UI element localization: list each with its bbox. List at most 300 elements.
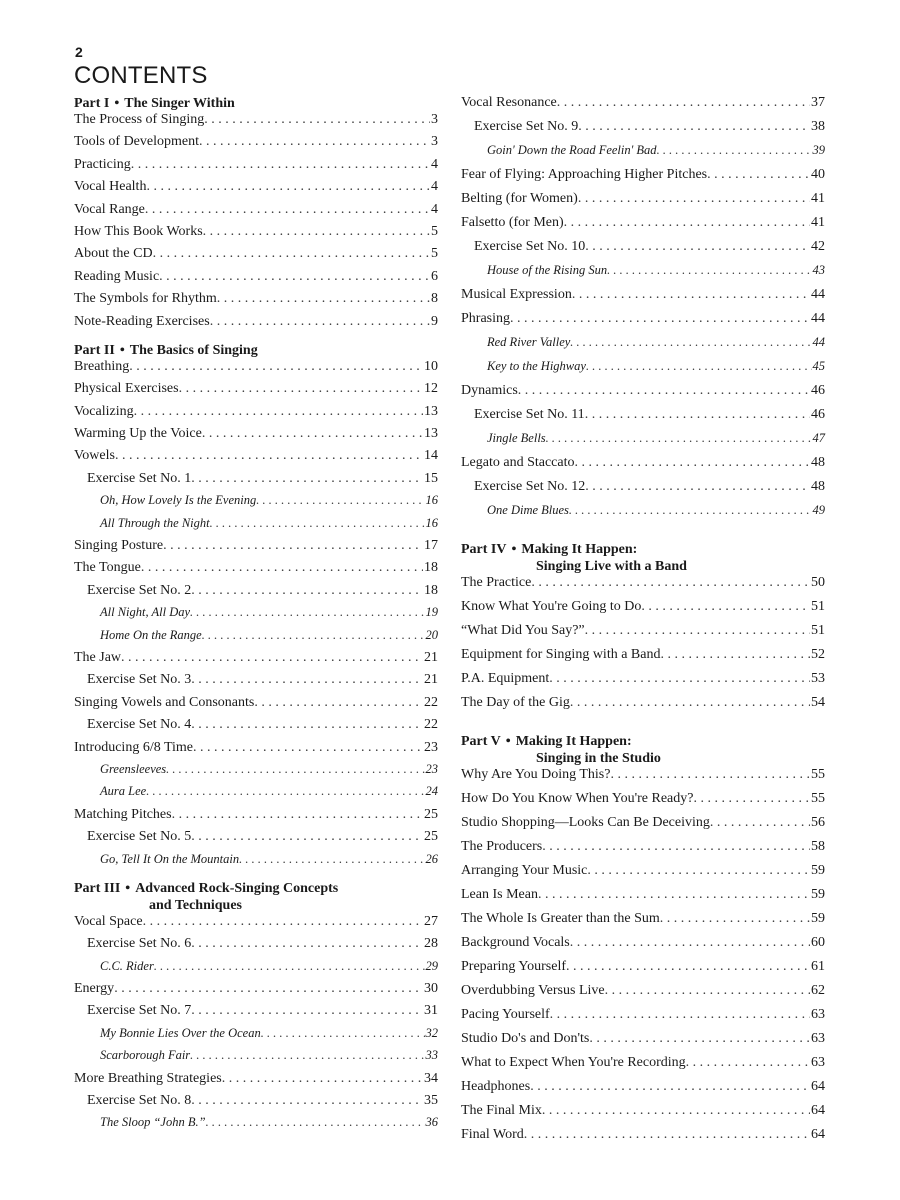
toc-entry-label: Matching Pitches xyxy=(74,806,172,822)
toc-song-entry[interactable] xyxy=(74,605,438,627)
toc-entry-page: 18 xyxy=(424,582,438,598)
dot-leader xyxy=(566,959,810,975)
toc-entry-page: 64 xyxy=(811,1103,825,1118)
dot-leader xyxy=(557,95,810,111)
toc-entry-page: 23 xyxy=(425,761,438,776)
toc-entry-page: 50 xyxy=(811,575,825,590)
toc-entry-page: 51 xyxy=(811,599,825,614)
toc-entry[interactable] xyxy=(74,448,438,470)
toc-song-entry[interactable] xyxy=(74,493,438,515)
dot-leader xyxy=(129,359,423,375)
dot-leader xyxy=(166,762,424,777)
dot-leader xyxy=(190,605,424,620)
toc-entry[interactable] xyxy=(461,887,825,911)
toc-entry-label: Fear of Flying: Approaching Higher Pitches xyxy=(461,167,708,182)
toc-entry-label: Warming Up the Voice xyxy=(74,426,202,442)
toc-entry-label: Go, Tell It On the Mountain xyxy=(100,851,240,866)
dot-leader xyxy=(572,287,810,303)
toc-entry[interactable] xyxy=(461,191,825,215)
toc-entry-label: Background Vocals xyxy=(461,935,570,950)
dot-leader xyxy=(199,134,430,150)
toc-entry-page: 4 xyxy=(431,201,438,217)
toc-entry-page: 32 xyxy=(425,1025,438,1040)
toc-entry[interactable] xyxy=(461,599,825,623)
toc-entry-label: Final Word xyxy=(461,1127,524,1142)
part-title: Making It Happen: xyxy=(515,734,632,749)
bullet-separator: • xyxy=(114,96,120,111)
toc-entry-label: Musical Expression xyxy=(461,287,572,302)
toc-entry[interactable] xyxy=(74,269,438,291)
toc-entry[interactable] xyxy=(461,791,825,815)
dot-leader xyxy=(542,839,810,855)
toc-entry-page: 16 xyxy=(425,493,438,508)
part-heading xyxy=(74,342,438,359)
toc-entry-page: 55 xyxy=(811,791,825,806)
toc-entry[interactable] xyxy=(461,959,825,983)
toc-entry[interactable] xyxy=(74,157,438,179)
dot-leader xyxy=(570,335,811,350)
toc-entry-label: One Dime Blues xyxy=(487,503,569,517)
toc-entry[interactable] xyxy=(461,671,825,695)
toc-entry-page: 59 xyxy=(811,911,825,926)
toc-entry-label: Exercise Set No. 12 xyxy=(474,479,586,494)
toc-entry-page: 46 xyxy=(811,383,825,398)
dot-leader xyxy=(585,623,810,639)
toc-entry-label: The Practice xyxy=(461,575,532,590)
dot-leader xyxy=(607,263,811,278)
toc-entry[interactable] xyxy=(74,740,438,762)
toc-entry[interactable] xyxy=(74,914,438,936)
dot-leader xyxy=(575,455,810,471)
dot-leader xyxy=(585,239,810,255)
toc-entry-label: Vocal Range xyxy=(74,201,145,217)
dot-leader xyxy=(191,1093,423,1109)
toc-entry-page: 33 xyxy=(425,1048,438,1063)
toc-entry-page: 39 xyxy=(812,143,825,157)
toc-entry-label: Key to the Highway xyxy=(487,359,586,373)
dot-leader xyxy=(589,1031,810,1047)
toc-entry-page: 23 xyxy=(424,739,438,755)
dot-leader xyxy=(114,981,423,997)
toc-exercise-entry[interactable] xyxy=(461,407,825,431)
toc-entry-page: 26 xyxy=(425,851,438,866)
dot-leader xyxy=(546,431,812,446)
toc-entry-label: Aura Lee xyxy=(100,784,147,799)
toc-entry[interactable] xyxy=(74,381,438,403)
toc-entry-label: Tools of Development xyxy=(74,134,199,150)
toc-entry[interactable] xyxy=(74,112,438,134)
toc-entry[interactable] xyxy=(74,404,438,426)
dot-leader xyxy=(193,740,423,756)
toc-entry-page: 10 xyxy=(424,358,438,374)
dot-leader xyxy=(210,314,430,330)
toc-exercise-entry[interactable] xyxy=(461,479,825,503)
toc-entry[interactable] xyxy=(74,291,438,313)
toc-entry-label: Belting (for Women) xyxy=(461,191,578,206)
toc-entry[interactable] xyxy=(74,179,438,201)
bullet-separator: • xyxy=(125,880,131,896)
bullet-separator: • xyxy=(119,342,125,358)
bullet-separator: • xyxy=(505,734,511,749)
toc-exercise-entry[interactable] xyxy=(461,119,825,143)
toc-entry-page: 14 xyxy=(424,448,438,464)
toc-entry-page: 63 xyxy=(811,1055,825,1070)
toc-entry-page: 21 xyxy=(424,672,438,688)
toc-exercise-entry[interactable] xyxy=(74,1003,438,1025)
toc-entry[interactable] xyxy=(461,575,825,599)
toc-song-entry[interactable] xyxy=(74,1026,438,1048)
toc-entry-label: Equipment for Singing with a Band xyxy=(461,647,661,662)
dot-leader xyxy=(510,311,810,327)
toc-entry[interactable] xyxy=(74,560,438,582)
toc-entry-page: 63 xyxy=(811,1031,825,1046)
toc-entry-page: 18 xyxy=(424,560,438,576)
toc-entry[interactable] xyxy=(74,807,438,829)
toc-entry[interactable] xyxy=(461,311,825,335)
toc-entry[interactable] xyxy=(461,215,825,239)
toc-entry[interactable] xyxy=(74,314,438,336)
toc-entry-label: The Day of the Gig xyxy=(461,695,570,710)
dot-leader xyxy=(693,791,810,807)
toc-entry-label: Overdubbing Versus Live xyxy=(461,983,605,998)
toc-entry-page: 8 xyxy=(431,291,438,307)
dot-leader xyxy=(202,628,425,643)
dot-leader xyxy=(254,695,423,711)
toc-entry-page: 12 xyxy=(424,381,438,397)
toc-entry-page: 42 xyxy=(811,239,825,254)
toc-song-entry[interactable] xyxy=(74,516,438,538)
toc-entry-label: Vocal Space xyxy=(74,913,143,929)
toc-entry-label: C.C. Rider xyxy=(100,958,154,973)
dot-leader xyxy=(585,479,810,495)
dot-leader xyxy=(141,560,423,576)
toc-entry-page: 59 xyxy=(811,863,825,878)
toc-entry-page: 19 xyxy=(425,605,438,620)
toc-entry[interactable] xyxy=(461,287,825,311)
dot-leader xyxy=(204,112,430,128)
toc-entry[interactable] xyxy=(461,455,825,479)
toc-entry-page: 9 xyxy=(431,313,438,329)
toc-entry-label: More Breathing Strategies xyxy=(74,1070,222,1086)
toc-entry-page: 28 xyxy=(424,936,438,952)
toc-entry-page: 49 xyxy=(812,503,825,517)
toc-exercise-entry[interactable] xyxy=(74,1093,438,1115)
toc-exercise-entry[interactable] xyxy=(74,672,438,694)
toc-entry[interactable] xyxy=(461,863,825,887)
toc-entry[interactable] xyxy=(461,1127,825,1151)
toc-entry-label: Phrasing xyxy=(461,311,510,326)
toc-entry-label: What to Expect When You're Recording xyxy=(461,1055,686,1070)
toc-entry-label: Vocal Resonance xyxy=(461,95,557,110)
toc-entry-label: Exercise Set No. 9 xyxy=(474,119,579,134)
toc-entry-label: Breathing xyxy=(74,358,130,374)
dot-leader xyxy=(660,647,810,663)
dot-leader xyxy=(578,191,810,207)
toc-song-entry[interactable] xyxy=(461,503,825,527)
toc-entry-label: Exercise Set No. 1 xyxy=(87,470,192,486)
toc-entry[interactable] xyxy=(74,981,438,1003)
dot-leader xyxy=(586,359,812,374)
toc-column-left xyxy=(74,95,438,1138)
part-label: Part V xyxy=(461,734,501,749)
toc-entry-label: The Jaw xyxy=(74,649,122,665)
toc-entry-page: 22 xyxy=(424,694,438,710)
dot-leader xyxy=(146,784,424,799)
toc-entry[interactable] xyxy=(461,1103,825,1127)
dot-leader xyxy=(641,599,810,615)
toc-entry-page: 48 xyxy=(811,455,825,470)
dot-leader xyxy=(115,448,423,464)
dot-leader xyxy=(538,887,810,903)
toc-entry[interactable] xyxy=(461,911,825,935)
toc-entry-page: 44 xyxy=(811,287,825,302)
toc-entry[interactable] xyxy=(74,202,438,224)
toc-entry-page: 41 xyxy=(811,191,825,206)
part-heading xyxy=(461,733,825,767)
toc-entry[interactable] xyxy=(74,538,438,560)
toc-entry[interactable] xyxy=(74,1071,438,1093)
dot-leader xyxy=(261,1026,425,1041)
toc-entry-page: 29 xyxy=(425,958,438,973)
dot-leader xyxy=(131,157,430,173)
part-title: Advanced Rock-Singing Concepts xyxy=(135,880,339,896)
toc-exercise-entry[interactable] xyxy=(74,583,438,605)
toc-entry-page: 48 xyxy=(811,479,825,494)
toc-entry-label: Scarborough Fair xyxy=(100,1048,191,1063)
toc-entry-page: 16 xyxy=(425,515,438,530)
dot-leader xyxy=(191,672,423,688)
toc-entry-label: House of the Rising Sun xyxy=(487,263,608,277)
toc-entry[interactable] xyxy=(461,383,825,407)
dot-leader xyxy=(610,767,810,783)
toc-entry-page: 64 xyxy=(811,1127,825,1142)
dot-leader xyxy=(163,538,423,554)
toc-entry-label: Physical Exercises xyxy=(74,381,179,397)
toc-entry-label: The Tongue xyxy=(74,560,141,576)
dot-leader xyxy=(134,404,423,420)
toc-entry-label: Pacing Yourself xyxy=(461,1007,550,1022)
toc-entry-page: 53 xyxy=(811,671,825,686)
part-subtitle: Singing in the Studio xyxy=(536,751,661,766)
toc-entry-label: Goin' Down the Road Feelin' Bad xyxy=(487,143,657,157)
toc-entry[interactable] xyxy=(461,815,825,839)
dot-leader xyxy=(524,1127,810,1143)
toc-entry[interactable] xyxy=(74,695,438,717)
dot-leader xyxy=(191,717,423,733)
toc-entry-page: 40 xyxy=(811,167,825,182)
toc-entry-page: 52 xyxy=(811,647,825,662)
toc-entry-page: 15 xyxy=(424,470,438,486)
dot-leader xyxy=(657,143,812,158)
toc-entry[interactable] xyxy=(461,767,825,791)
toc-entry-label: Singing Posture xyxy=(74,538,164,554)
dot-leader xyxy=(154,959,425,974)
dot-leader xyxy=(707,167,810,183)
dot-leader xyxy=(550,1007,810,1023)
toc-entry-label: Arranging Your Music xyxy=(461,863,588,878)
part-title: The Singer Within xyxy=(124,96,235,111)
toc-entry[interactable] xyxy=(74,650,438,672)
part-title: The Basics of Singing xyxy=(129,342,258,358)
toc-entry-page: 64 xyxy=(811,1079,825,1094)
toc-entry-label: The Symbols for Rhythm xyxy=(74,291,217,307)
toc-song-entry[interactable] xyxy=(461,335,825,359)
toc-entry-page: 43 xyxy=(812,263,825,277)
toc-entry-page: 58 xyxy=(811,839,825,854)
toc-entry-label: Falsetto (for Men) xyxy=(461,215,564,230)
toc-entry-page: 62 xyxy=(811,983,825,998)
part-label: Part I xyxy=(74,96,110,111)
toc-entry-page: 17 xyxy=(424,538,438,554)
toc-song-entry[interactable] xyxy=(461,143,825,167)
toc-entry-page: 5 xyxy=(431,246,438,262)
toc-entry-page: 3 xyxy=(431,134,438,150)
dot-leader xyxy=(179,381,423,397)
toc-entry-label: Exercise Set No. 3 xyxy=(87,672,192,688)
toc-entry-page: 60 xyxy=(811,935,825,950)
toc-entry-label: Vocalizing xyxy=(74,403,134,419)
toc-entry-label: Jingle Bells xyxy=(487,431,546,445)
toc-entry-page: 63 xyxy=(811,1007,825,1022)
dot-leader xyxy=(210,516,425,531)
toc-entry-page: 34 xyxy=(424,1070,438,1086)
toc-entry[interactable] xyxy=(74,246,438,268)
toc-entry[interactable] xyxy=(461,935,825,959)
toc-entry-page: 37 xyxy=(811,95,825,110)
part-label: Part III xyxy=(74,880,121,896)
dot-leader xyxy=(531,575,810,591)
toc-entry-label: “What Did You Say?” xyxy=(461,623,585,638)
toc-entry[interactable] xyxy=(461,983,825,1007)
toc-entry-page: 30 xyxy=(424,981,438,997)
dot-leader xyxy=(202,426,423,442)
toc-entry[interactable] xyxy=(74,224,438,246)
toc-entry-page: 24 xyxy=(425,784,438,799)
toc-entry-label: Studio Do's and Don'ts xyxy=(461,1031,590,1046)
toc-entry[interactable] xyxy=(461,623,825,647)
toc-entry-label: Greensleeves xyxy=(100,761,167,776)
toc-entry[interactable] xyxy=(74,426,438,448)
dot-leader xyxy=(564,215,810,231)
dot-leader xyxy=(190,1048,424,1063)
toc-song-entry[interactable] xyxy=(74,1048,438,1070)
toc-entry[interactable] xyxy=(461,647,825,671)
toc-entry-label: Vocal Health xyxy=(74,179,147,195)
toc-entry-label: My Bonnie Lies Over the Ocean xyxy=(100,1025,261,1040)
toc-entry-page: 59 xyxy=(811,887,825,902)
toc-entry-page: 41 xyxy=(811,215,825,230)
toc-entry-label: The Whole Is Greater than the Sum xyxy=(461,911,660,926)
part-heading xyxy=(74,880,438,914)
toc-entry-label: Singing Vowels and Consonants xyxy=(74,694,255,710)
toc-song-entry[interactable] xyxy=(74,1115,438,1137)
toc-entry-label: Lean Is Mean xyxy=(461,887,538,902)
toc-song-entry[interactable] xyxy=(74,762,438,784)
toc-column-right xyxy=(461,95,825,1151)
page-title: CONTENTS xyxy=(74,62,208,89)
dot-leader xyxy=(578,119,810,135)
dot-leader xyxy=(686,1055,810,1071)
toc-song-entry[interactable] xyxy=(74,959,438,981)
toc-exercise-entry[interactable] xyxy=(74,936,438,958)
toc-entry-page: 13 xyxy=(424,426,438,442)
toc-entry-label: Reading Music xyxy=(74,268,160,284)
toc-entry-label: The Sloop “John B.” xyxy=(100,1115,206,1130)
dot-leader xyxy=(518,383,810,399)
toc-entry-label: The Process of Singing xyxy=(74,112,205,127)
toc-entry-page: 5 xyxy=(431,223,438,239)
dot-leader xyxy=(191,829,423,845)
dot-leader xyxy=(587,863,810,879)
dot-leader xyxy=(222,1071,423,1087)
toc-entry-label: Note-Reading Exercises xyxy=(74,313,210,329)
toc-entry[interactable] xyxy=(461,839,825,863)
part-heading xyxy=(74,95,438,112)
toc-song-entry[interactable] xyxy=(74,628,438,650)
dot-leader xyxy=(172,807,423,823)
toc-entry-page: 55 xyxy=(811,767,825,782)
toc-entry[interactable] xyxy=(461,1031,825,1055)
toc-song-entry[interactable] xyxy=(461,431,825,455)
part-label: Part IV xyxy=(461,542,507,557)
dot-leader xyxy=(570,935,810,951)
toc-song-entry[interactable] xyxy=(461,263,825,287)
part-subtitle: and Techniques xyxy=(149,897,242,913)
toc-entry-label: About the CD xyxy=(74,246,153,262)
toc-entry-label: Legato and Staccato xyxy=(461,455,575,470)
toc-entry-label: The Final Mix xyxy=(461,1103,542,1118)
toc-entry-label: Dynamics xyxy=(461,383,518,398)
toc-entry-page: 6 xyxy=(431,268,438,284)
dot-leader xyxy=(239,852,424,867)
toc-entry-label: Know What You're Going to Do xyxy=(461,599,642,614)
toc-entry-label: All Night, All Day xyxy=(100,605,191,620)
toc-exercise-entry[interactable] xyxy=(74,717,438,739)
toc-song-entry[interactable] xyxy=(74,852,438,874)
dot-leader xyxy=(159,269,430,285)
toc-entry-label: Preparing Yourself xyxy=(461,959,566,974)
toc-entry-page: 46 xyxy=(811,407,825,422)
toc-exercise-entry[interactable] xyxy=(461,239,825,263)
toc-entry[interactable] xyxy=(461,1007,825,1031)
toc-exercise-entry[interactable] xyxy=(74,471,438,493)
toc-entry-label: Oh, How Lovely Is the Evening xyxy=(100,493,257,508)
dot-leader xyxy=(191,1003,423,1019)
toc-entry-page: 4 xyxy=(431,156,438,172)
dot-leader xyxy=(146,179,430,195)
toc-entry[interactable] xyxy=(74,359,438,381)
toc-entry[interactable] xyxy=(74,134,438,156)
toc-entry-label: Exercise Set No. 2 xyxy=(87,582,192,598)
toc-entry[interactable] xyxy=(461,167,825,191)
toc-entry-page: 45 xyxy=(812,359,825,373)
toc-entry[interactable] xyxy=(461,95,825,119)
toc-entry-label: Practicing xyxy=(74,156,131,172)
toc-entry-label: Vowels xyxy=(74,448,115,464)
dot-leader xyxy=(145,202,430,218)
toc-entry[interactable] xyxy=(461,1079,825,1103)
dot-leader xyxy=(605,983,810,999)
toc-entry-label: Studio Shopping—Looks Can Be Deceiving xyxy=(461,815,710,830)
toc-exercise-entry[interactable] xyxy=(74,829,438,851)
toc-entry[interactable] xyxy=(461,695,825,719)
bullet-separator: • xyxy=(511,542,517,557)
toc-song-entry[interactable] xyxy=(461,359,825,383)
toc-entry-label: The Producers xyxy=(461,839,543,854)
dot-leader xyxy=(530,1079,810,1095)
toc-song-entry[interactable] xyxy=(74,784,438,806)
toc-entry[interactable] xyxy=(461,1055,825,1079)
